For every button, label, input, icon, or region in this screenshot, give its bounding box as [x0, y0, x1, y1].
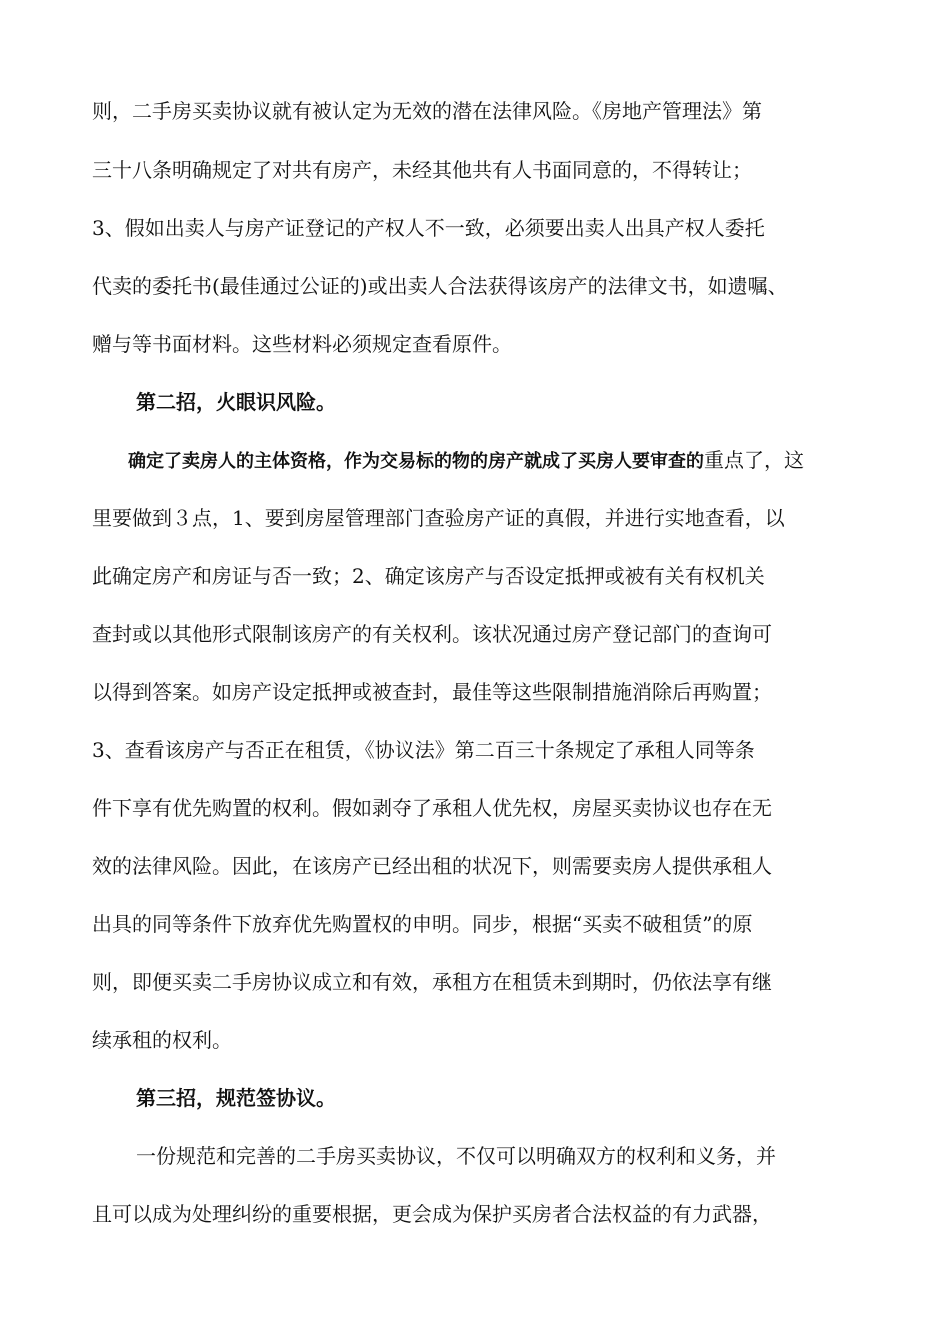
paragraph-line: 出具的同等条件下放弃优先购置权的申明。同步，根据“买卖不破租赁”的原 — [92, 912, 753, 936]
paragraph-line: 3、查看该房产与否正在租赁，《协议法》第二百三十条规定了承租人同等条 — [92, 738, 755, 762]
paragraph-line: 查封或以其他形式限制该房产的有关权利。该状况通过房产登记部门的查询可 — [92, 622, 772, 646]
paragraph-line: 续承租的权利。 — [92, 1028, 232, 1052]
paragraph-line: 以得到答案。如房产设定抵押或被查封，最佳等这些限制措施消除后再购置； — [92, 680, 772, 704]
lead-normal-text: 重点了，这 — [704, 448, 804, 472]
paragraph-line: 赠与等书面材料。这些材料必须规定查看原件。 — [92, 332, 512, 356]
paragraph-line: 则，即便买卖二手房协议成立和有效，承租方在租赁未到期时，仍依法享有继 — [92, 970, 772, 994]
paragraph-line: 里要做到３点，1、要到房屋管理部门查验房产证的真假，并进行实地查看，以 — [92, 506, 785, 530]
paragraph-line: 效的法律风险。因此，在该房产已经出租的状况下，则需要卖房人提供承租人 — [92, 854, 772, 878]
paragraph-line: 此确定房产和房证与否一致；2、确定该房产与否设定抵押或被有关有权机关 — [92, 564, 765, 588]
paragraph-line: 且可以成为处理纠纷的重要根据，更会成为保护买房者合法权益的有力武器， — [92, 1202, 772, 1226]
lead-bold-text: 确定了卖房人的主体资格，作为交易标的物的房产就成了买房人要审查的 — [128, 451, 704, 472]
section-heading-2: 第二招，火眼识风险。 — [136, 390, 336, 414]
paragraph-line-lead — [128, 446, 804, 476]
paragraph-line: 一份规范和完善的二手房买卖协议，不仅可以明确双方的权利和义务，并 — [136, 1144, 776, 1168]
paragraph-line: 3、假如出卖人与房产证登记的产权人不一致，必须要出卖人出具产权人委托 — [92, 216, 765, 240]
section-heading-3: 第三招，规范签协议。 — [136, 1086, 336, 1110]
paragraph-line: 则，二手房买卖协议就有被认定为无效的潜在法律风险。《房地产管理法》第 — [92, 99, 762, 123]
paragraph-line: 件下享有优先购置的权利。假如剥夺了承租人优先权，房屋买卖协议也存在无 — [92, 796, 772, 820]
paragraph-line: 三十八条明确规定了对共有房产，未经其他共有人书面同意的，不得转让； — [92, 158, 752, 182]
paragraph-line: 代卖的委托书(最佳通过公证的)或出卖人合法获得该房产的法律文书，如遗嘱、 — [92, 274, 788, 298]
